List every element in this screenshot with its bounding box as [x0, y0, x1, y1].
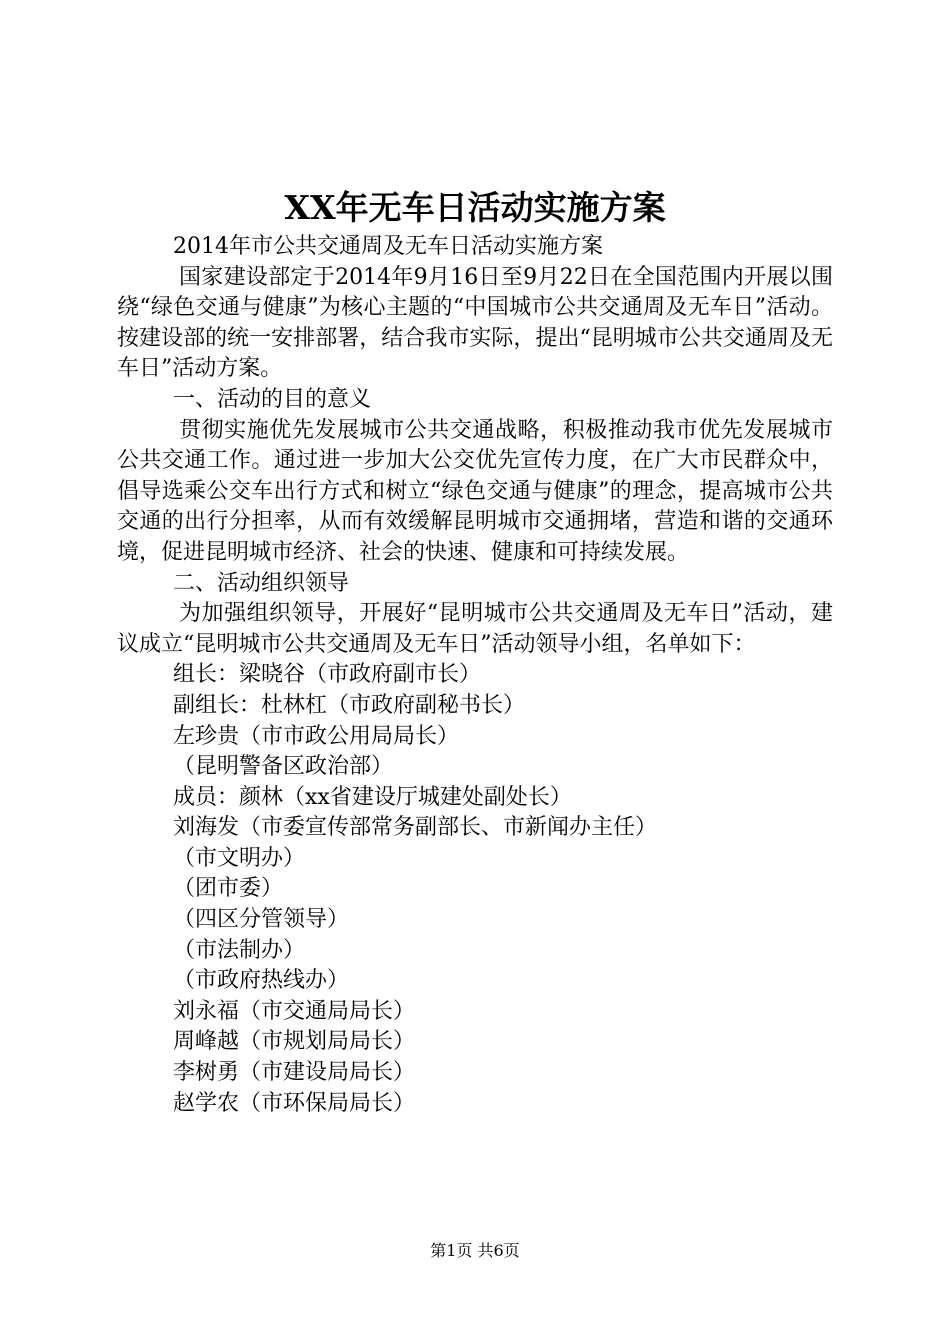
member-item: （团市委） — [173, 876, 284, 902]
section-1-paragraph: 贯彻实施优先发展城市公共交通战略，积极推动我市优先发展城市公共交通工作。通过进一步加大公交优先宣传力度，在广大市民群众中，倡导选乘公交车出行方式和树立“绿色交通与健康”的理念，提高城市公共交通的出行分担率，从而有效缓解昆明城市交通拥堵，营造和谐的交通环境，促进昆明城市经济、社会的快速、健康和可持续发展。 — [117, 417, 833, 565]
member-item: 组长：梁晓谷（市政府副市长） — [173, 662, 482, 688]
member-item: 成员：颜林（xx省建设厅城建处副处长） — [173, 784, 572, 810]
member-item: 周峰越（市规划局局长） — [173, 1029, 416, 1055]
section-2-heading: 二、活动组织领导 — [173, 570, 350, 596]
section-2-paragraph: 为加强组织领导，开展好“昆明城市公共交通周及无车日”活动，建议成立“昆明城市公共交通周及无车日”活动领导小组，名单如下： — [117, 601, 833, 657]
member-item: 刘永福（市交通局局长） — [173, 998, 416, 1024]
member-item: 刘海发（市委宣传部常务副部长、市新闻办主任） — [173, 815, 658, 841]
member-item: （四区分管领导） — [173, 907, 350, 933]
member-item: 李树勇（市建设局局长） — [173, 1060, 416, 1086]
document-title: XX年无车日活动实施方案 — [284, 188, 666, 227]
member-item: （市文明办） — [173, 845, 306, 871]
member-item: （昆明警备区政治部） — [173, 754, 394, 780]
intro-paragraph: 国家建设部定于2014年9月16日至9月22日在全国范围内开展以围绕“绿色交通与健康”为核心主题的“中国城市公共交通周及无车日”活动。按建设部的统一安排部署，结合我市实际，提出“昆明城市公共交通周及无车日”活动方案。 — [117, 264, 833, 382]
member-item: （市政府热线办） — [173, 968, 350, 994]
section-1-heading: 一、活动的目的意义 — [173, 386, 372, 412]
member-item: 左珍贵（市市政公用局局长） — [173, 723, 460, 749]
page-footer: 第1页 共6页 — [430, 1241, 520, 1260]
member-list — [117, 660, 833, 1119]
member-item: 赵学农（市环保局局长） — [173, 1090, 416, 1116]
document-subtitle: 2014年市公共交通周及无车日活动实施方案 — [173, 234, 603, 259]
member-item: （市法制办） — [173, 937, 306, 963]
document-body — [117, 232, 833, 1119]
member-item: 副组长：杜林杠（市政府副秘书长） — [173, 692, 526, 718]
